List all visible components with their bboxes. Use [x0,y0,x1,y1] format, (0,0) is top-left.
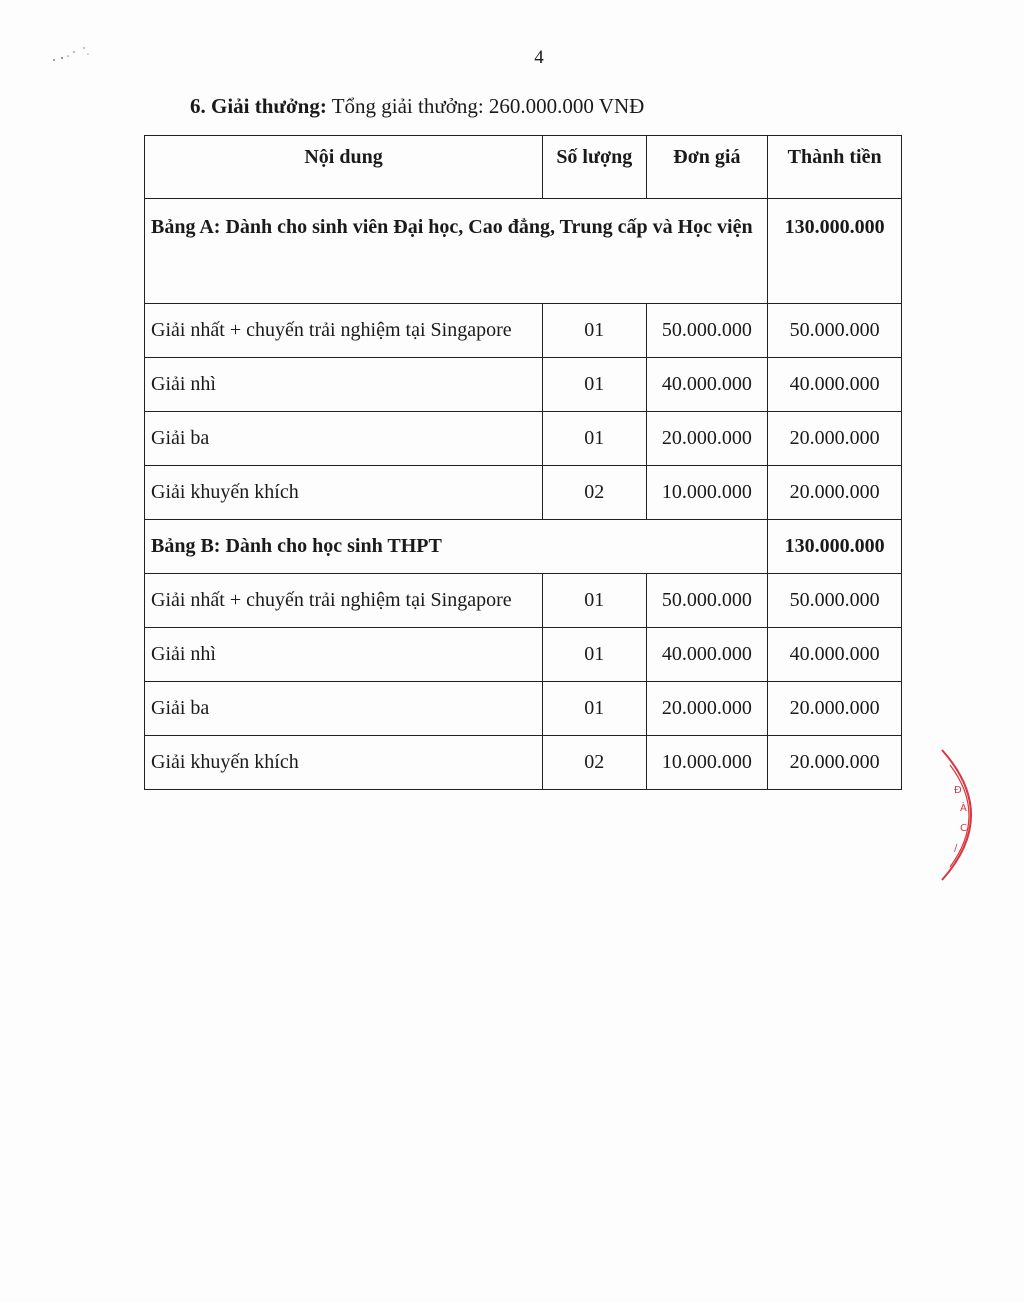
row-unit-price: 40.000.000 [646,358,768,412]
group-b-row [145,520,902,574]
row-quantity: 01 [543,358,646,412]
table-row [145,304,902,358]
row-quantity: 01 [543,574,646,628]
awards-table [144,135,902,790]
svg-text:À: À [960,803,967,814]
row-amount: 50.000.000 [768,574,902,628]
row-content: Giải ba [145,682,543,736]
row-content: Giải nhất + chuyến trải nghiệm tại Singapore [145,574,543,628]
table-row [145,736,902,790]
row-quantity: 01 [543,628,646,682]
header-content: Nội dung [145,136,543,199]
header-unit-price: Đơn giá [646,136,768,199]
table-row [145,574,902,628]
svg-text:C: C [960,823,967,834]
row-content: Giải khuyến khích [145,736,543,790]
row-amount: 40.000.000 [768,358,902,412]
row-content: Giải nhì [145,358,543,412]
header-amount: Thành tiền [768,136,902,199]
section-heading [190,94,644,119]
table-row [145,466,902,520]
row-quantity: 02 [543,736,646,790]
group-b-total: 130.000.000 [768,520,902,574]
row-quantity: 01 [543,304,646,358]
row-unit-price: 10.000.000 [646,736,768,790]
group-a-title: Bảng A: Dành cho sinh viên Đại học, Cao đẳng, Trung cấp và Học viện [145,199,768,304]
row-amount: 50.000.000 [768,304,902,358]
table-row [145,358,902,412]
svg-text:Đ: Đ [954,785,962,796]
row-unit-price: 50.000.000 [646,304,768,358]
page-number: 4 [534,47,544,68]
section-number-label: 6. Giải thưởng: [190,94,327,118]
row-amount: 20.000.000 [768,466,902,520]
row-quantity: 01 [543,412,646,466]
table-row [145,628,902,682]
section-total-text: Tổng giải thưởng: 260.000.000 VNĐ [331,94,645,118]
row-unit-price: 20.000.000 [646,682,768,736]
group-b-title: Bảng B: Dành cho học sinh THPT [145,520,768,574]
row-amount: 20.000.000 [768,736,902,790]
row-amount: 20.000.000 [768,412,902,466]
svg-text:/: / [954,843,958,854]
red-stamp-fragment [940,745,990,885]
table-row [145,682,902,736]
group-a-total: 130.000.000 [768,199,902,304]
row-content: Giải khuyến khích [145,466,543,520]
row-content: Giải nhất + chuyến trải nghiệm tại Singapore [145,304,543,358]
group-a-row [145,199,902,304]
row-amount: 40.000.000 [768,628,902,682]
row-quantity: 02 [543,466,646,520]
row-unit-price: 20.000.000 [646,412,768,466]
row-quantity: 01 [543,682,646,736]
row-amount: 20.000.000 [768,682,902,736]
row-content: Giải nhì [145,628,543,682]
row-unit-price: 40.000.000 [646,628,768,682]
row-unit-price: 50.000.000 [646,574,768,628]
header-quantity: Số lượng [543,136,646,199]
row-unit-price: 10.000.000 [646,466,768,520]
row-content: Giải ba [145,412,543,466]
table-row [145,412,902,466]
table-header-row [145,136,902,199]
